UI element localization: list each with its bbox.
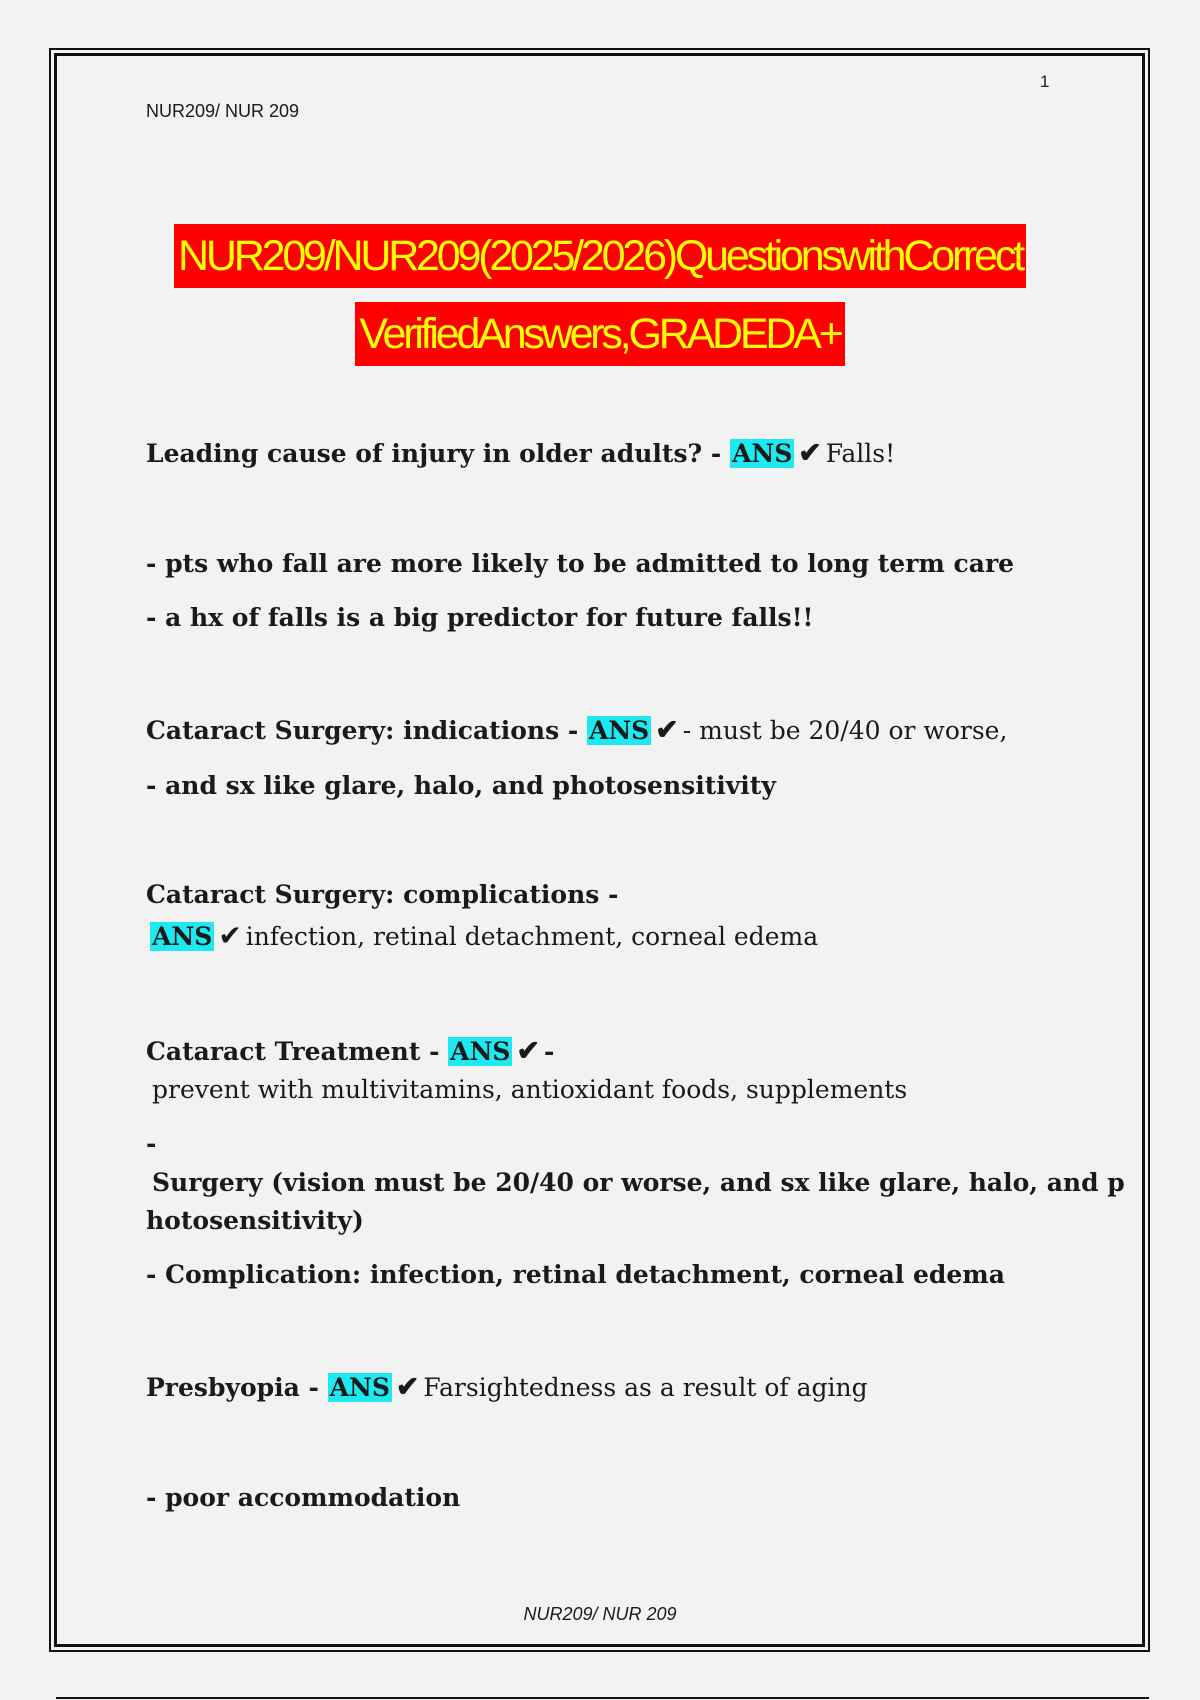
title-text-1: NUR209/NUR209(2025/2026)QuestionswithCorrect (174, 224, 1026, 288)
qa-item-presbyopia (146, 1370, 868, 1405)
answer-text: Farsightedness as a result of aging (423, 1373, 868, 1402)
question-text: Leading cause of injury in older adults? - (146, 439, 730, 468)
ans-label: ANS (329, 1373, 390, 1402)
answer-detail-line: hotosensitivity) (146, 1206, 364, 1235)
ans-label: ANS (152, 922, 213, 951)
answer-detail-line: - poor accommodation (146, 1483, 461, 1512)
checkmark-icon: ✔ (798, 436, 822, 469)
page-number: 1 (1040, 72, 1050, 91)
checkmark-icon: ✔ (395, 1370, 420, 1403)
question-text: Presbyopia - (146, 1373, 328, 1402)
page-footer: NUR209/ NUR 209 (523, 1604, 677, 1624)
page-header: NUR209/ NUR 209 (146, 101, 300, 121)
bottom-divider (56, 1697, 1149, 1699)
answer-text: Falls! (825, 439, 896, 468)
answer-text: prevent with multivitamins, antioxidant foods, supplements (152, 1075, 908, 1104)
qa-item-cataract-complications: Cataract Surgery: complications - (146, 880, 619, 909)
document-title-line-2 (0, 302, 1200, 366)
answer-detail-line: - a hx of falls is a big predictor for future falls!! (146, 603, 814, 632)
answer-dash: - (543, 1037, 555, 1066)
answer-detail-line: - and sx like glare, halo, and photosensitivity (146, 771, 776, 800)
qa-item-cataract-indications (146, 713, 1007, 748)
answer-text: - must be 20/40 or worse, (682, 716, 1008, 745)
answer-dash: - (146, 1129, 157, 1158)
page-border-inner (54, 53, 1145, 1647)
ans-label: ANS (588, 716, 650, 745)
qa-answer-row (150, 919, 818, 954)
title-text-2: VerifiedAnswers,GRADEDA+ (355, 302, 844, 366)
ans-label: ANS (450, 1037, 511, 1066)
answer-detail-line: - Complication: infection, retinal detachment, corneal edema (146, 1260, 1005, 1289)
answer-detail-line: - pts who fall are more likely to be admitted to long term care (146, 549, 1015, 578)
question-text: Cataract Treatment - (146, 1037, 449, 1066)
checkmark-icon: ✔ (218, 919, 242, 952)
checkmark-icon: ✔ (516, 1034, 540, 1067)
answer-text: infection, retinal detachment, corneal edema (245, 922, 819, 951)
checkmark-icon: ✔ (655, 713, 679, 746)
question-text: Cataract Surgery: indications - (146, 716, 587, 745)
ans-label: ANS (731, 439, 793, 468)
qa-item-cataract-treatment (146, 1034, 554, 1069)
answer-detail-line: Surgery (vision must be 20/40 or worse, and sx like glare, halo, and p (152, 1168, 1125, 1197)
document-title-line-1 (0, 224, 1200, 288)
qa-item-falls (146, 436, 895, 471)
